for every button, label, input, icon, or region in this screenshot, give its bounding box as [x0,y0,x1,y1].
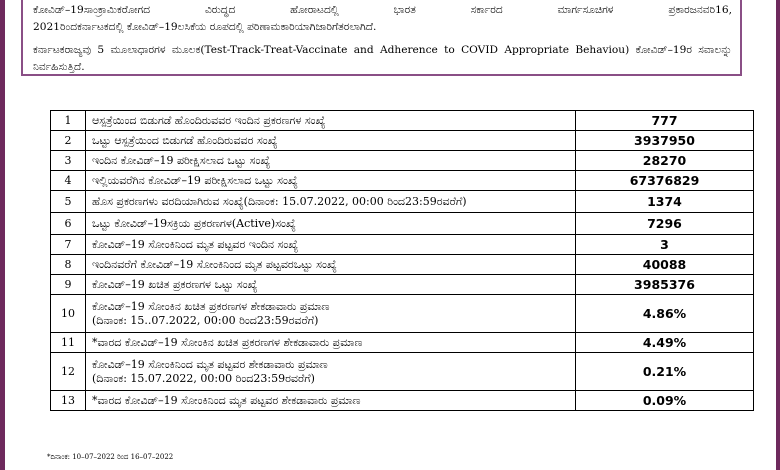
row-description [86,275,576,295]
row-description [86,255,576,275]
row-number: 8 [51,255,86,275]
table-row [51,333,754,353]
table-row [51,131,754,151]
row-value: 28270 [576,151,754,171]
row-number: 6 [51,213,86,235]
row-number: 9 [51,275,86,295]
covid-stats-table [50,110,754,411]
row-value: 777 [576,111,754,131]
table-row [51,111,754,131]
row-description-line: ಒಟ್ಟು ಆಸ್ಪತ್ರೆಯಿಂದ ಬಿಡುಗಡೆ ಹೊಂದಿರುವವರ ಸಂಖ್ಯೆ [92,133,278,147]
row-description-line: ಒಟ್ಟು ಕೋವಿಡ್–19ಸಕ್ರಿಯ ಪ್ರಕರಣಗಳ(Active)ಸಂಖ್ಯೆ [92,216,296,230]
row-description-line: ಹೊಸ ಪ್ರಕರಣಗಳು ವರದಿಯಾಗಿರುವ ಸಂಖ್ಯೆ(ದಿನಾಂಕ: 15.07.2022, 00:00 ರಿಂದ23:59ರವರೆಗೆ) [92,194,467,208]
row-description-subline: (ದಿನಾಂಕ: 15..07.2022, 00:00 ರಿಂದ23:59ರವರೆಗೆ) [92,313,319,327]
row-value: 3 [576,235,754,255]
row-number: 10 [51,295,86,333]
table-row [51,391,754,411]
row-number: 3 [51,151,86,171]
row-number: 2 [51,131,86,151]
footnote: *ದಿನಾಂಕ: 10–07–2022 ರಿಂದ 16–07–2022 [47,453,174,461]
row-description [86,235,576,255]
table-row [51,151,754,171]
row-value: 0.21% [576,353,754,391]
intro-line-1: ಕೋವಿಡ್–19ಸಾಂಕ್ರಾಮಿಕರೋಗದ ವಿರುದ್ಧದ ಹೋರಾಟದಲ್ಲಿ ಭಾರತ ಸರ್ಕಾರದ ಮಾರ್ಗಸೂಚಿಗಳ ಪ್ರಕಾರಜನವರಿ16, [33,4,732,16]
left-accent-bar [0,0,5,470]
row-description [86,191,576,213]
row-number: 4 [51,171,86,191]
row-description-line: ಕೋವಿಡ್–19 ಸೋಂಕಿನಿಂದ ಮೃತ ಪಟ್ಟವರ ಶೇಕಡಾವಾರು ಪ್ರಮಾಣ [92,357,328,371]
row-description [86,213,576,235]
row-description-line: ಕೋವಿಡ್–19 ಸೋಂಕಿನ ಖಚಿತ ಪ್ರಕರಣಗಳ ಶೇಕಡಾವಾರು ಪ್ರಮಾಣ [92,299,330,313]
row-description [86,353,576,391]
intro-box [21,0,742,76]
row-description [86,131,576,151]
row-value: 3937950 [576,131,754,151]
table-row [51,295,754,333]
row-description [86,333,576,353]
row-description [86,151,576,171]
row-number: 13 [51,391,86,411]
row-value: 1374 [576,191,754,213]
intro-line-2: 2021ರಿಂದಕರ್ನಾಟಕದಲ್ಲಿ ಕೋವಿಡ್–19ಲಸಿಕೆಯ ರೂಪದಲ್ಲಿ ಪರಿಣಾಮಕಾರಿಯಾಗಿಜಾರಿಗೆತರಲಾಗಿದೆ. [33,21,377,33]
row-value: 7296 [576,213,754,235]
table-row [51,213,754,235]
row-description-line: ಕೋವಿಡ್–19 ಸೋಂಕಿನಿಂದ ಮೃತ ಪಟ್ಟವರ ಇಂದಿನ ಸಂಖ್ಯೆ [92,237,299,251]
row-value: 67376829 [576,171,754,191]
row-description-line: ಇಲ್ಲಿಯವರೆಗಿನ ಕೋವಿಡ್–19 ಪರೀಕ್ಷಿಸಲಾದ ಒಟ್ಟು ಸಂಖ್ಯೆ [92,173,298,187]
row-description [86,295,576,333]
row-value: 0.09% [576,391,754,411]
row-description-line: *ವಾರದ ಕೋವಿಡ್–19 ಸೋಂಕಿನ ಖಚಿತ ಪ್ರಕರಣಗಳ ಶೇಕಡಾವಾರು ಪ್ರಮಾಣ [92,335,363,349]
table-row [51,275,754,295]
table-row [51,353,754,391]
row-description [86,391,576,411]
table-row [51,191,754,213]
table-row [51,171,754,191]
row-number: 11 [51,333,86,353]
row-description [86,171,576,191]
table-row [51,255,754,275]
row-value: 4.49% [576,333,754,353]
table-row [51,235,754,255]
row-description-line: ಇಂದಿನವರೆಗೆ ಕೋವಿಡ್–19 ಸೋಂಕಿನಿಂದ ಮೃತ ಪಟ್ಟವರಒಟ್ಟು ಸಂಖ್ಯೆ [92,257,337,271]
row-description-line: ಕೋವಿಡ್–19 ಖಚಿತ ಪ್ರಕರಣಗಳ ಒಟ್ಟು ಸಂಖ್ಯೆ [92,277,258,291]
row-value: 40088 [576,255,754,275]
row-description-line: ಆಸ್ಪತ್ರೆಯಿಂದ ಬಿಡುಗಡೆ ಹೊಂದಿರುವವರ ಇಂದಿನ ಪ್ರಕರಣಗಳ ಸಂಖ್ಯೆ [92,113,326,127]
row-value: 4.86% [576,295,754,333]
row-number: 1 [51,111,86,131]
row-description-subline: (ದಿನಾಂಕ: 15.07.2022, 00:00 ರಿಂದ23:59ರವರೆಗೆ) [92,371,315,385]
row-number: 12 [51,353,86,391]
right-accent-bar [776,0,780,470]
row-number: 7 [51,235,86,255]
row-value: 3985376 [576,275,754,295]
row-description-line: *ವಾರದ ಕೋವಿಡ್–19 ಸೋಂಕಿನಿಂದ ಮೃತ ಪಟ್ಟವರ ಶೇಕಡಾವಾರು ಪ್ರಮಾಣ [92,393,361,407]
intro-paragraph-2: ಕರ್ನಾಟಕರಾಜ್ಯವು 5 ಮೂಲಾಧಾರಗಳ ಮೂಲಕ(Test-Track-Treat-Vaccinate and Adherence to COVID Appropriate Behaviou) ಕೋವಿಡ್–19ರ ಸವಾಲನ್ನು ನಿರ್ವಹಿಸುತ್ತಿದೆ. [33,44,732,73]
row-description-line: ಇಂದಿನ ಕೋವಿಡ್–19 ಪರೀಕ್ಷಿಸಲಾದ ಒಟ್ಟು ಸಂಖ್ಯೆ [92,153,271,167]
row-number: 5 [51,191,86,213]
row-description [86,111,576,131]
